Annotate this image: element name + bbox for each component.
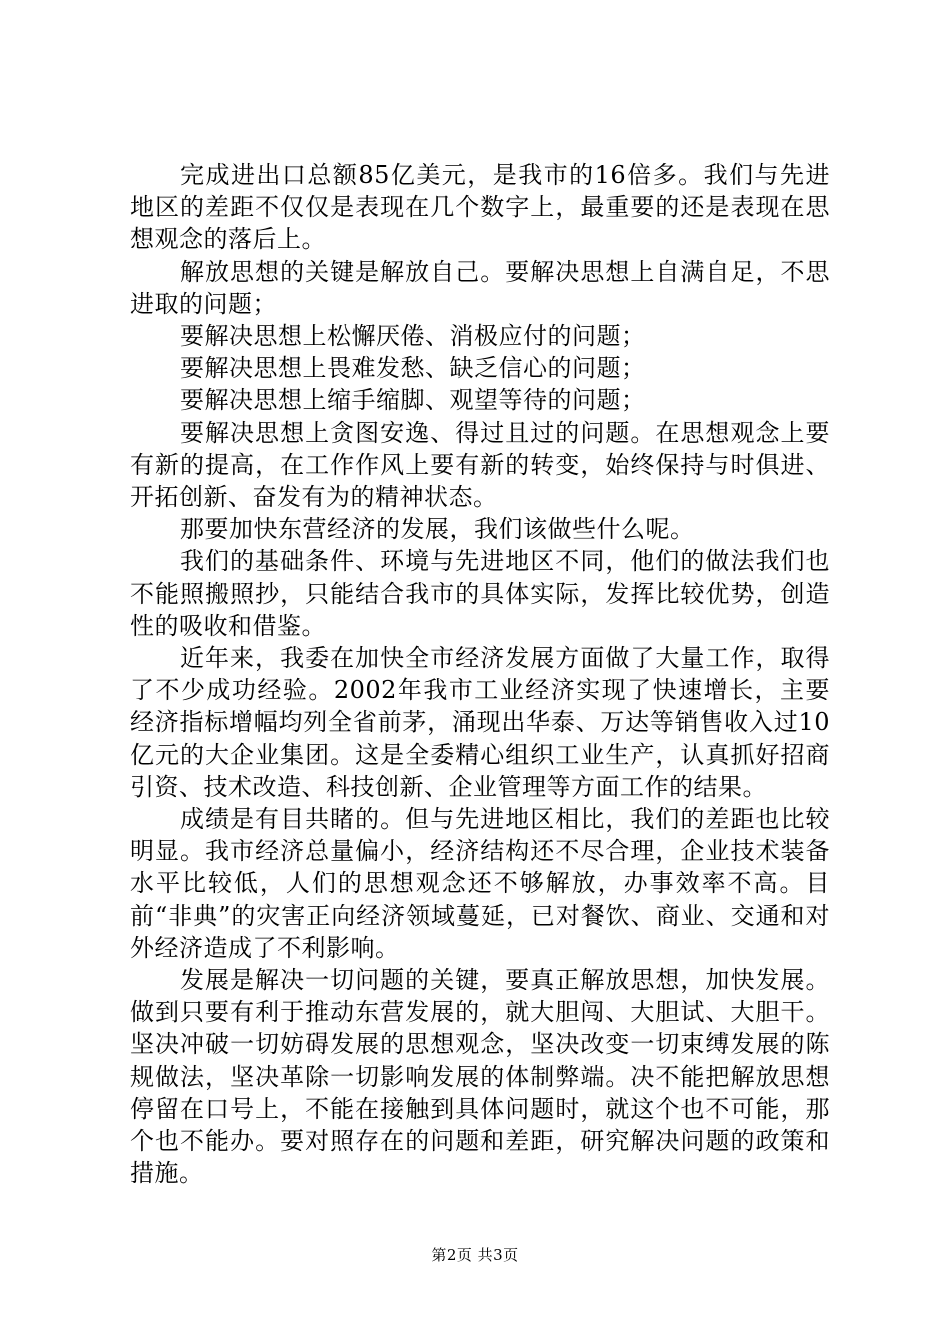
paragraph: 要解决思想上松懈厌倦、消极应付的问题； xyxy=(180,322,646,351)
paragraph: 要解决思想上畏难发愁、缺乏信心的问题； xyxy=(180,354,646,383)
paragraph: 要解决思想上贪图安逸、得过且过的问题。在思想观念上要有新的提高，在工作作风上要有新的转变，始终保持与时俱进、开拓创新、奋发有为的精神状态。 xyxy=(130,418,830,512)
paragraph: 完成进出口总额85亿美元，是我市的16倍多。我们与先进地区的差距不仅仅是表现在几个数字上，最重要的还是表现在思想观念的落后上。 xyxy=(130,161,830,254)
document-body xyxy=(130,159,830,1190)
paragraph: 近年来，我委在加快全市经济发展方面做了大量工作，取得了不少成功经验。2002年我市工业经济实现了快速增长，主要经济指标增幅均列全省前茅，涌现出华泰、万达等销售收入过10亿元的大企业集团。这是全委精心组织工业生产，认真抓好招商引资、技术改造、科技创新、企业管理等方面工作的结果。 xyxy=(130,644,830,801)
paragraph: 我们的基础条件、环境与先进地区不同，他们的做法我们也不能照搬照抄，只能结合我市的具体实际，发挥比较优势，创造性的吸收和借鉴。 xyxy=(130,547,830,640)
paragraph: 成绩是有目共睹的。但与先进地区相比，我们的差距也比较明显。我市经济总量偏小，经济结构还不尽合理，企业技术装备水平比较低，人们的思想观念还不够解放，办事效率不高。目前“非典”的灾害正向经济领域蔓延，已对餐饮、商业、交通和对外经济造成了不利影响。 xyxy=(130,805,830,962)
paragraph: 解放思想的关键是解放自己。要解决思想上自满自足，不思进取的问题； xyxy=(130,257,830,318)
paragraph: 要解决思想上缩手缩脚、观望等待的问题； xyxy=(180,386,646,415)
paragraph: 发展是解决一切问题的关键，要真正解放思想，加快发展。做到只要有利于推动东营发展的，就大胆闯、大胆试、大胆干。坚决冲破一切妨碍发展的思想观念，坚决改变一切束缚发展的陈规做法，坚决革除一切影响发展的体制弊端。决不能把解放思想停留在口号上，不能在接触到具体问题时，就这个也不可能，那个也不能办。要对照存在的问题和差距，研究解决问题的政策和措施。 xyxy=(130,966,830,1188)
paragraph: 那要加快东营经济的发展，我们该做些什么呢。 xyxy=(180,515,695,544)
page-number-footer: 第2页 共3页 xyxy=(431,1246,519,1264)
